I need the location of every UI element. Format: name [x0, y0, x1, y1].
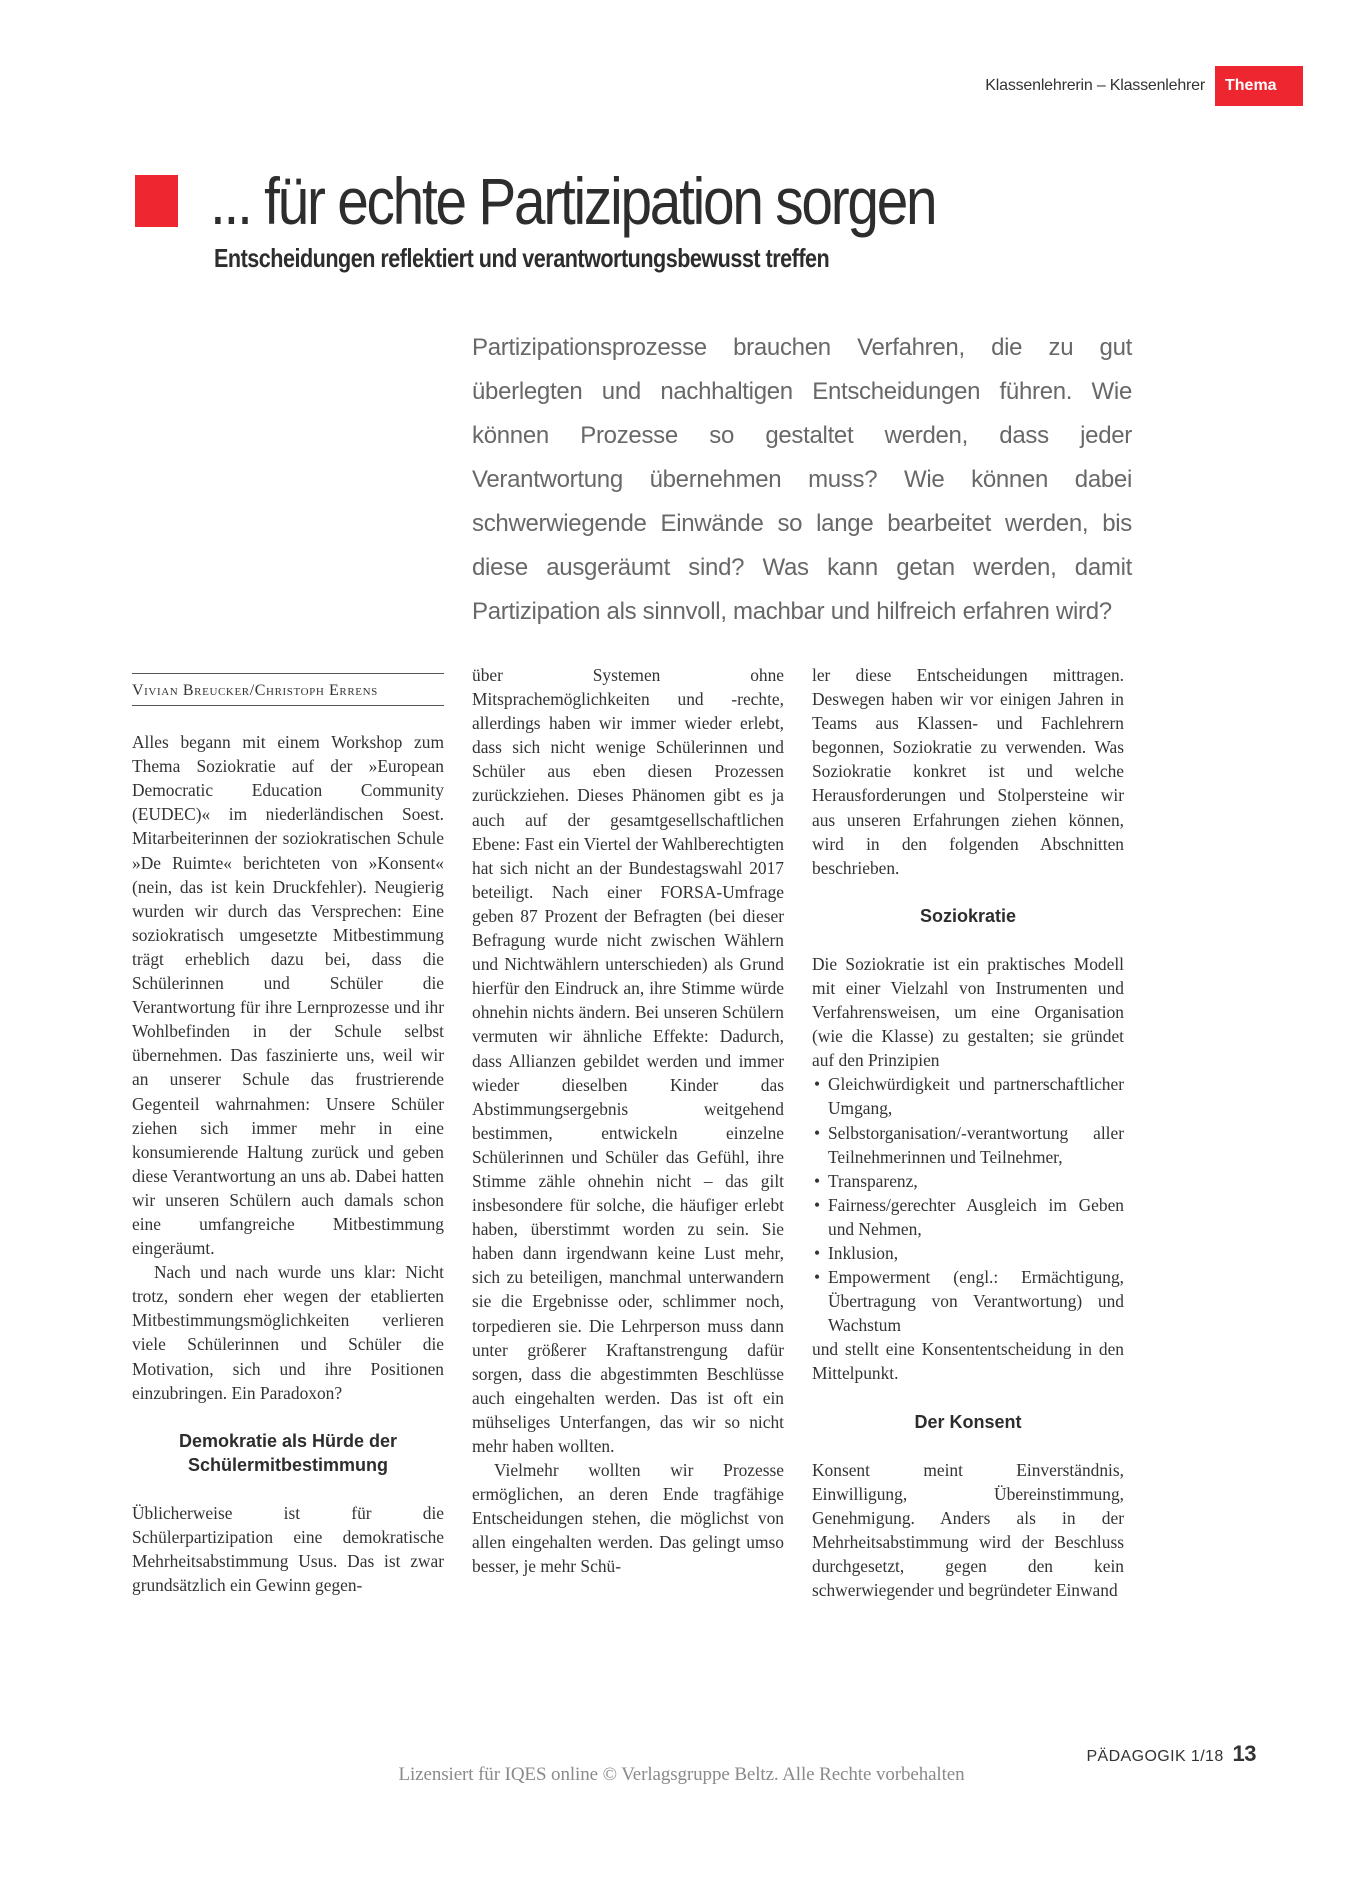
text-column-3: [812, 663, 1124, 1602]
page-number: 13: [1232, 1741, 1256, 1766]
paragraph: Konsent meint Einverständnis, Einwilligung, Übereinstimmung, Genehmigung. Anders als in der Mehrheitsabstimmung wird der Beschluss durchgesetzt, gegen den kein schwerwiegender und begründeter Einwand: [812, 1459, 1124, 1600]
thema-badge: Thema: [1215, 66, 1303, 106]
list-item: • Transparenz,: [812, 1169, 1124, 1193]
paragraph: Die Soziokratie ist ein praktisches Modell mit einer Vielzahl von Instrumenten und Verfahrensweisen, um eine Organisation (wie die Klasse) zu gestalten; sie gründet auf den Prinzipien: [812, 953, 1124, 1071]
principles-list: [812, 1072, 1124, 1337]
title-marker-square: [135, 175, 178, 227]
paragraph: und stellt eine Konsententscheidung in den Mittelpunkt.: [812, 1339, 1124, 1384]
journal-issue: PÄDAGOGIK 1/18: [1086, 1748, 1224, 1765]
lead-text: Partizipationsprozesse brauchen Verfahren, die zu gut überlegten und nachhaltigen Entscheidungen führen. Wie können Prozesse so gestaltet werden, dass jeder Verantwortung übernehmen muss? Wie können dabei schwerwiegende Einwände so lange bearbeitet werden, bis diese ausgeräumt sind? Was kann getan werden, damit Partizipation als sinnvoll, machbar und hilfreich erfahren wird?: [472, 334, 1132, 625]
paragraph: über Systemen ohne Mitsprachemöglichkeiten und -rechte, allerdings haben wir immer wieder erlebt, dass sich nicht wenige Schülerinnen und Schüler aus eben diesen Prozessen zurückziehen. Dieses Phänomen gibt es ja auch auf der gesamtgesellschaftlichen Ebene: Fast ein Viertel der Wahlberechtigten hat sich nicht an der Bundestagswahl 2017 beteiligt. Nach einer FORSA-Umfrage geben 87 Prozent der Befragten (bei dieser Befragung wurde nicht zwischen Wählern und Nichtwählern unterschieden) als Grund hierfür den Eindruck an, ihre Stimme würde ohnehin nichts ändern. Bei unseren Schülern vermuten wir ähnliche Effekte: Dadurch, dass Allianzen gebildet werden und immer wieder dieselben Kinder das Abstimmungsergebnis weitgehend bestimmen, entwickeln einzelne Schülerinnen und Schüler das Gefühl, ihre Stimme zähle ohnehin nicht – das gilt insbesondere für solche, die häufiger erlebt haben, überstimmt worden zu sein. Sie haben dann irgendwann keine Lust mehr, sich zu beteiligen, manchmal unterwandern sie die Ergebnisse oder, schlimmer noch, torpedieren sie. Die Lehrperson muss dann unter größerer Kraftanstrengung dafür sorgen, dass die abgestimmten Beschlüsse auch eingehalten werden. Das ist oft ein mühseliges Unterfangen, das wir so nicht mehr haben wollten.: [472, 665, 784, 1456]
lead-paragraph: [472, 326, 1132, 634]
list-item: • Fairness/gerechter Ausgleich im Geben und Nehmen,: [812, 1193, 1124, 1241]
author-byline: Vivian Breucker/Christoph Errens: [132, 673, 444, 706]
section-label: Klassenlehrerin – Klassenlehrer: [985, 77, 1205, 94]
section-heading-demokratie: Demokratie als Hürde der Schülermitbestimmung: [178, 1430, 398, 1475]
running-head: [960, 66, 1303, 106]
paragraph: Üblicherweise ist für die Schülerpartizipation eine demokratische Mehrheitsabstimmung Usus. Das ist zwar grundsätzlich ein Gewinn gegen-: [132, 1502, 444, 1595]
list-item: • Gleichwürdigkeit und partnerschaftlicher Umgang,: [812, 1072, 1124, 1120]
page-subtitle: Entscheidungen reflektiert und verantwortungsbewusst treffen: [214, 243, 830, 273]
text-column-1: [132, 673, 444, 1597]
list-item: • Selbstorganisation/-verantwortung aller Teilnehmerinnen und Teilnehmer,: [812, 1121, 1124, 1169]
paragraph: Vielmehr wollten wir Prozesse ermöglichen, an deren Ende tragfähige Entscheidungen stehen, die möglichst von allen eingehalten werden. Das gelingt umso besser, je mehr Schü-: [472, 1460, 784, 1577]
list-item: • Inklusion,: [812, 1241, 1124, 1265]
paragraph: Nach und nach wurde uns klar: Nicht trotz, sondern eher wegen der etablierten Mitbestimmungsmöglichkeiten verlieren viele Schülerinnen und Schüler die Motivation, sich und ihre Positionen einzubringen. Ein Paradoxon?: [132, 1262, 444, 1403]
license-notice: Lizensiert für IQES online © Verlagsgruppe Beltz. Alle Rechte vorbehalten: [398, 1764, 965, 1785]
list-item: • Empowerment (engl.: Ermächtigung, Übertragung von Verantwortung) und Wachstum: [812, 1265, 1124, 1337]
page-title: ... für echte Partizipation sorgen: [210, 164, 936, 238]
paragraph: ler diese Entscheidungen mittragen. Deswegen haben wir vor einigen Jahren in Teams aus Klassen- und Fachlehrern begonnen, Soziokratie zu verwenden. Was Soziokratie konkret ist und welche Herausforderungen und Stolpersteine wir aus unseren Erfahrungen ziehen können, wird in den folgenden Abschnitten beschrieben.: [812, 665, 1124, 878]
paragraph: Alles begann mit einem Workshop zum Thema Soziokratie auf der »European Democratic Education Community (EUDEC)« im niederländischen Soest. Mitarbeiterinnen der soziokratischen Schule »De Ruimte« berichteten von »Konsent« (nein, das ist kein Druckfehler). Neugierig wurden wir durch das Versprechen: Eine soziokratisch umgesetzte Mitbestimmung trägt erheblich dazu bei, dass die Schülerinnen und Schüler die Verantwortung für ihre Lernprozesse und ihr Wohlbefinden in der Schule selbst übernehmen. Das faszinierte uns, weil wir an unserer Schule das frustrierende Gegenteil wahrnahmen: Unsere Schüler ziehen sich immer mehr in eine konsumierende Haltung zurück und geben diese Verantwortung an uns ab. Dabei hatten wir unseren Schülern auch damals schon eine umfangreiche Mitbestimmung eingeräumt.: [132, 732, 444, 1259]
text-column-2: [472, 663, 784, 1579]
section-heading-soziokratie: Soziokratie: [919, 905, 1017, 926]
section-heading-konsent: Der Konsent: [914, 1411, 1022, 1432]
